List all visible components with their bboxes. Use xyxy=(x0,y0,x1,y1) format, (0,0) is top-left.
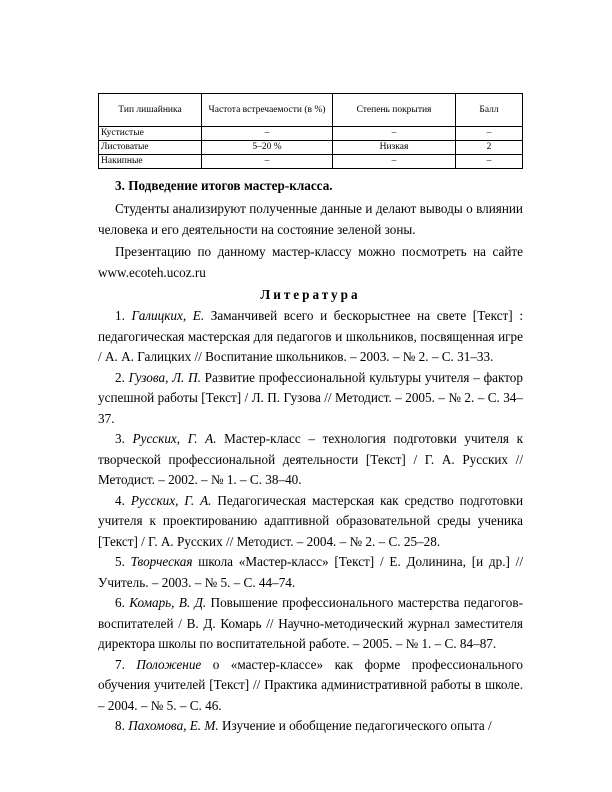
table-cell: – xyxy=(333,155,456,169)
reference-number: 6. xyxy=(115,595,125,610)
reference-item xyxy=(98,429,523,491)
table-cell: Кустистые xyxy=(99,127,202,141)
table-header-cell: Тип лишайника xyxy=(99,94,202,127)
reference-item xyxy=(98,593,523,655)
literature-heading: Литература xyxy=(260,287,361,302)
lichen-table xyxy=(98,93,523,169)
reference-number: 7. xyxy=(115,656,125,672)
reference-author: Русских, Г. А. xyxy=(130,492,212,508)
reference-text: Педагогическая мастерская как средство подготовки учителя к проектированию адаптивной образовательной среды ученика [Текст] / Г. А. Русских // Методист. – 2004. – № 2. – С. 25–28. xyxy=(98,492,524,549)
paragraph-presentation: Презентацию по данному мастер-классу можно посмотреть на сайте www.ecoteh.ucoz.ru xyxy=(98,244,523,280)
reference-item xyxy=(98,716,523,737)
table-cell: – xyxy=(456,127,523,141)
reference-author: Творческая xyxy=(130,554,193,569)
section-title: 3. Подведение итогов мастер-класса. xyxy=(115,178,333,193)
table-cell: – xyxy=(202,155,333,169)
table-row xyxy=(99,155,523,169)
reference-text: о «мастер-классе» как форме профессионального обучения учителей [Текст] // Практика административной работы в школе. – 2004. – № 5. – С. 46. xyxy=(98,656,523,713)
reference-text: школа «Мастер-класс» [Текст] / Е. Долинина, [и др.] // Учитель. – 2003. – № 5. – С. 44–74. xyxy=(98,554,524,590)
table-header-cell: Частота встречаемости (в %) xyxy=(202,94,333,127)
table-row xyxy=(99,127,523,141)
reference-text: Заманчивей всего и бескорыстнее на свете [Текст] : педагогическая мастерская для педагогов и школьников, посвященная игре / А. А. Галицких // Воспитание школьников. – 2003. – № 2. – С. 31–33. xyxy=(98,308,523,364)
reference-item xyxy=(98,368,523,430)
table-header-row xyxy=(99,94,523,127)
reference-item xyxy=(98,491,523,553)
reference-author: Галицких, Е. xyxy=(131,308,205,323)
table-cell: – xyxy=(202,127,333,141)
table-cell: Листоватые xyxy=(99,141,202,155)
reference-text: Развитие профессиональной культуры учителя – фактор успешной работы [Текст] / Л. П. Гузова // Методист. – 2005. – № 2. – С. 34–37. xyxy=(98,369,523,426)
reference-item xyxy=(98,552,523,593)
reference-item xyxy=(98,306,523,368)
reference-author: Русских, Г. А. xyxy=(132,431,217,446)
reference-number: 2. xyxy=(115,369,125,385)
table-header-cell: Степень покрытия xyxy=(333,94,456,127)
reference-number: 1. xyxy=(115,308,125,323)
table-cell: – xyxy=(456,155,523,169)
reference-author: Пахомова, Е. М. xyxy=(128,718,219,733)
paragraph-conclusion: Студенты анализируют полученные данные и делают выводы о влиянии человека и его деятельности на состояние зеленой зоны. xyxy=(98,201,523,237)
table-cell: 5–20 % xyxy=(202,141,333,155)
reference-number: 3. xyxy=(115,431,125,446)
reference-text: Повышение профессионального мастерства педагогов-воспитателей / В. Д. Комарь // Научно-методический журнал заместителя директора школы по воспитательной работе. – 2005. – № 1. – С. 84–87. xyxy=(98,595,524,651)
table-cell: Низкая xyxy=(333,141,456,155)
reference-author: Гузова, Л. П. xyxy=(128,369,201,385)
reference-item xyxy=(98,655,523,717)
table-cell: 2 xyxy=(456,141,523,155)
table-header-cell: Балл xyxy=(456,94,523,127)
reference-list xyxy=(98,306,523,737)
reference-author: Комарь, В. Д. xyxy=(129,595,207,610)
reference-number: 4. xyxy=(115,492,125,508)
reference-number: 8. xyxy=(115,718,125,733)
table-cell: Накипные xyxy=(99,155,202,169)
table-row xyxy=(99,141,523,155)
reference-text: Мастер-класс – технология подготовки учителя к творческой профессиональной деятельности [Текст] / Г. А. Русских // Методист. – 2002. – № 1. – С. 38–40. xyxy=(98,431,524,487)
reference-text: Изучение и обобщение педагогического опыта / xyxy=(218,718,492,733)
reference-number: 5. xyxy=(115,554,125,569)
reference-author: Положение xyxy=(136,656,202,672)
table-cell: – xyxy=(333,127,456,141)
